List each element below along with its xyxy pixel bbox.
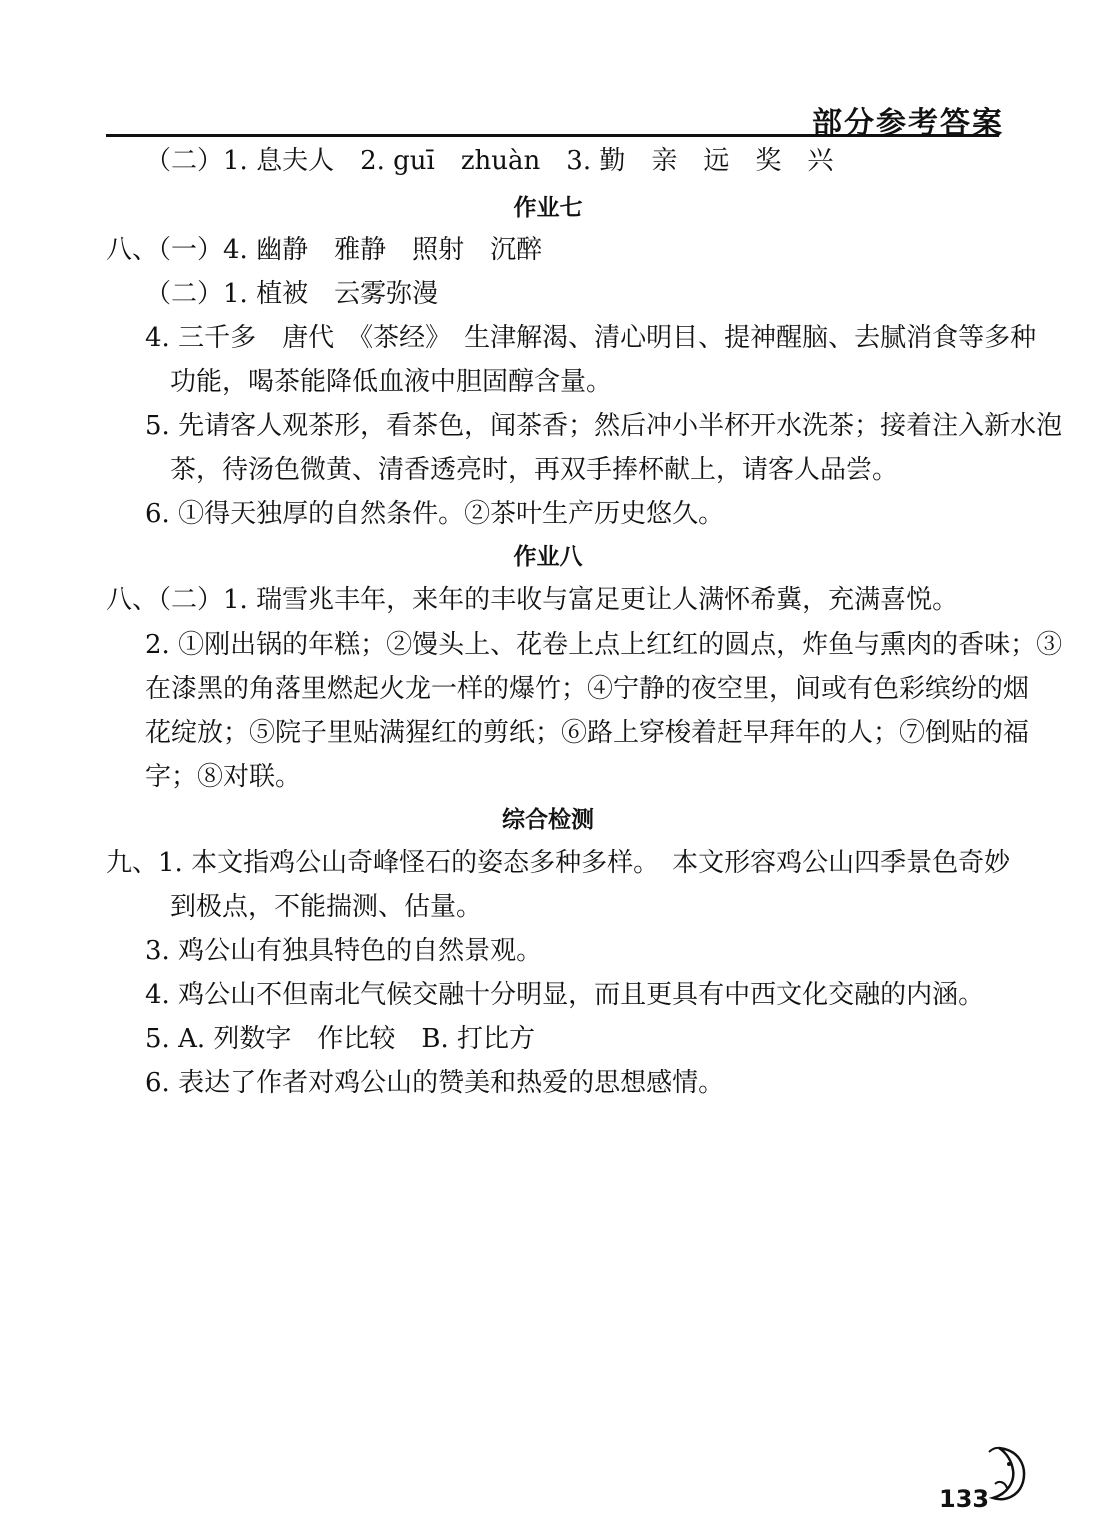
answer-line: 5. A. 列数字 作比较 B. 打比方: [145, 1024, 536, 1054]
answer-line: 2. ①刚出锅的年糕；②馒头上、花卷上点上红红的圆点，炸鱼与熏肉的香味；③: [145, 630, 1063, 660]
crescent-moon-icon: [985, 1444, 1029, 1504]
answer-line: 6. ①得天独厚的自然条件。②茶叶生产历史悠久。: [145, 499, 725, 529]
answer-line: 功能，喝茶能降低血液中胆固醇含量。: [170, 367, 613, 397]
page-header-title: 部分参考答案: [812, 106, 1004, 141]
answer-line: 6. 表达了作者对鸡公山的赞美和热爱的思想感情。: [145, 1068, 725, 1098]
answer-line: 八、（二）1. 瑞雪兆丰年，来年的丰收与富足更让人满怀希冀，充满喜悦。: [106, 585, 959, 615]
answer-line: 花绽放；⑤院子里贴满猩红的剪纸；⑥路上穿梭着赶早拜年的人；⑦倒贴的福: [145, 718, 1030, 748]
answer-line: 4. 三千多 唐代 《茶经》 生津解渴、清心明目、提神醒脑、去腻消食等多种: [145, 323, 1037, 353]
answer-line: 在漆黑的角落里燃起火龙一样的爆竹；④宁静的夜空里，间或有色彩缤纷的烟: [145, 674, 1030, 704]
answer-line: （二）1. 植被 云雾弥漫: [145, 279, 439, 309]
answer-line: 3. 鸡公山有独具特色的自然景观。: [145, 936, 543, 966]
answer-line: 八、（一）4. 幽静 雅静 照射 沉醉: [106, 235, 543, 265]
answer-line: 字；⑧对联。: [145, 762, 302, 792]
section-heading-comprehensive-test: 综合检测: [502, 807, 594, 833]
section-heading-homework-7: 作业七: [513, 195, 583, 221]
page-number: 133: [939, 1485, 990, 1513]
answer-line: 九、1. 本文指鸡公山奇峰怪石的姿态多种多样。 本文形容鸡公山四季景色奇妙: [106, 848, 1011, 878]
answer-line: 4. 鸡公山不但南北气候交融十分明显，而且更具有中西文化交融的内涵。: [145, 980, 985, 1010]
answer-line: （二）1. 息夫人 2. guī zhuàn 3. 勤 亲 远 奖 兴: [145, 146, 834, 176]
header-rule: [106, 134, 999, 137]
answer-line: 5. 先请客人观茶形，看茶色，闻茶香；然后冲小半杯开水洗茶；接着注入新水泡: [145, 411, 1063, 441]
answer-line: 茶，待汤色微黄、清香透亮时，再双手捧杯献上，请客人品尝。: [170, 455, 899, 485]
section-heading-homework-8: 作业八: [513, 544, 583, 570]
answer-line: 到极点，不能揣测、估量。: [170, 892, 483, 922]
